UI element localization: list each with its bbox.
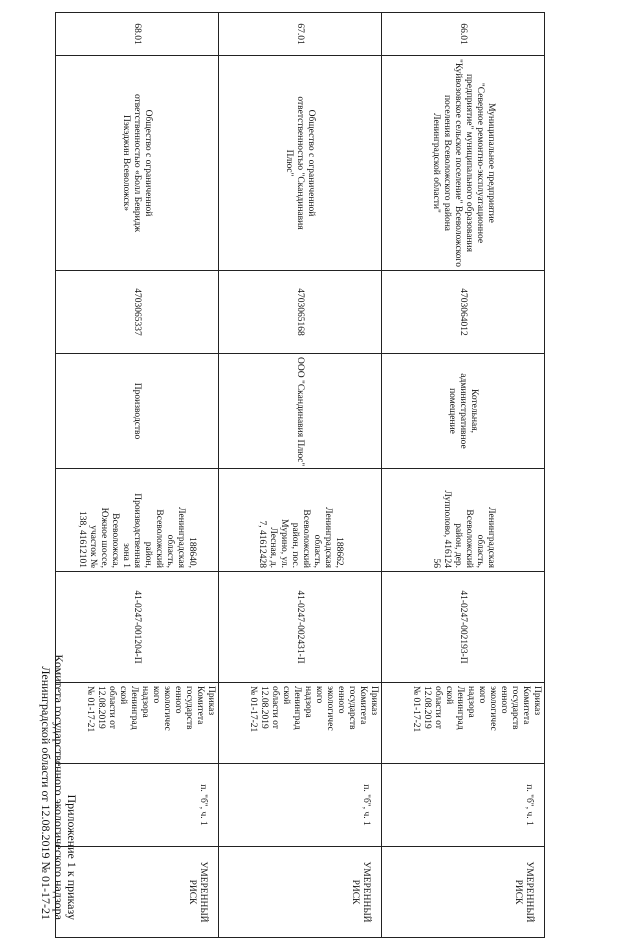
address-line: Производственная	[132, 493, 143, 568]
address-line: участок №	[88, 525, 99, 568]
organization-name-line: ответственностью «Болл Бевридж	[132, 93, 143, 233]
address-line: район,	[143, 541, 154, 568]
object-type-cell	[382, 354, 545, 469]
address-cell	[219, 469, 382, 572]
address-line: 138, 41612101	[77, 511, 88, 568]
order-line: государств	[347, 686, 357, 730]
header-line-2: Комитета государственного экологического надзора	[52, 654, 66, 920]
organization-name-line: "Северное ремонтно-эксплуатационное	[475, 82, 485, 244]
row-number-cell: 66.01	[382, 13, 545, 56]
address-line: Ленинградская	[323, 507, 333, 568]
risk-category-line: УМЕРЕННЫЙ	[361, 861, 371, 923]
order-line: 12.08.2019	[259, 686, 269, 729]
address-line: Южное шоссе,	[99, 507, 110, 568]
order-line: Приказ	[532, 686, 542, 716]
organization-name-line: Общество с ограниченной	[306, 109, 317, 217]
order-line: Ленинград	[292, 686, 302, 730]
order-line: надзора	[303, 686, 313, 718]
order-line: кого	[314, 686, 324, 704]
order-line: кого	[151, 686, 161, 704]
order-line: экологичес	[162, 686, 172, 731]
risk-category-cell	[56, 847, 219, 938]
order-line: области от	[433, 686, 443, 729]
organization-name-line: Общество с ограниченной	[143, 109, 154, 217]
order-line: ской	[444, 686, 454, 705]
object-type-line: Котельная,	[469, 389, 480, 433]
order-line: № 01-17-21	[85, 686, 95, 733]
order-line: области от	[270, 686, 280, 729]
address-line: область,	[312, 534, 322, 568]
address-line: Лупполово, 416124	[442, 490, 452, 568]
clause-cell: п. "б", ч. 1	[382, 764, 545, 847]
order-line: экологичес	[488, 686, 498, 731]
organization-name-line: поселения Всеволожского района	[442, 94, 452, 232]
address-line: район, пос.	[290, 522, 300, 568]
address-cell	[382, 469, 545, 572]
address-line: Мурино, ул.	[279, 519, 289, 568]
address-line: зона 1	[121, 543, 132, 568]
risk-category-line: РИСК	[187, 879, 197, 905]
order-line: Приказ	[206, 686, 216, 716]
order-line: кого	[477, 686, 487, 704]
address-line: Ленинградская	[176, 507, 187, 568]
registry-code-cell: 41-0247-001204-П	[56, 572, 219, 683]
row-number-cell: 67.01	[219, 13, 382, 56]
risk-category-line: УМЕРЕННЫЙ	[198, 861, 208, 923]
order-cell	[382, 683, 545, 764]
table-row	[56, 13, 219, 938]
order-line: Комитета	[358, 686, 368, 725]
address-line: область,	[475, 534, 485, 568]
order-cell	[56, 683, 219, 764]
header-line-1: Приложение 1 к приказу	[65, 794, 79, 920]
organization-name-line: ответственностью "Скандинавия	[295, 96, 306, 230]
risk-category-line: УМЕРЕННЫЙ	[524, 861, 534, 923]
object-type-line: Производство	[132, 382, 143, 440]
order-line: № 01-17-21	[248, 686, 258, 733]
address-line: Лесная, д.	[268, 527, 278, 568]
address-cell	[56, 469, 219, 572]
address-line: Ленинградская	[486, 507, 496, 568]
order-line: Комитета	[521, 686, 531, 725]
risk-category-line: РИСК	[350, 879, 360, 905]
object-type-cell	[56, 354, 219, 469]
order-line: Комитета	[195, 686, 205, 725]
object-type-line: помещение	[447, 388, 458, 434]
organization-name-cell	[219, 56, 382, 271]
address-line: Всеволожска,	[110, 513, 121, 568]
clause-cell: п. "б", ч. 1	[56, 764, 219, 847]
address-line: 188640,	[187, 537, 198, 568]
inn-cell: 4703065337	[56, 271, 219, 354]
registry-code-cell: 41-0247-002193-П	[382, 572, 545, 683]
order-line: надзора	[140, 686, 150, 718]
inn-cell: 4703065168	[219, 271, 382, 354]
order-line: государств	[184, 686, 194, 730]
address-line: 188662,	[334, 537, 344, 568]
registry-code-cell: 41-0247-002431-П	[219, 572, 382, 683]
organization-name-line: Ленинградской области"	[431, 113, 441, 213]
header-line-3: Ленинградской области от 12.08.2019 № 01-17-21	[39, 666, 53, 920]
organization-name-line: Плюс"	[284, 149, 295, 177]
objects-table-body	[56, 13, 545, 938]
order-line: Ленинград	[129, 686, 139, 730]
organization-name-cell	[382, 56, 545, 271]
table-row	[382, 13, 545, 938]
organization-name-line: "Куйвозовское сельское поселение" Всеволожского	[453, 59, 463, 267]
order-line: Ленинград	[455, 686, 465, 730]
object-type-line: ООО "Скандинавия Плюс"	[295, 357, 306, 467]
order-line: ской	[118, 686, 128, 705]
organization-name-line: предприятие" муниципального образования	[464, 73, 474, 253]
order-line: Приказ	[369, 686, 379, 716]
clause-cell: п. "б", ч. 1	[219, 764, 382, 847]
order-line: государств	[510, 686, 520, 730]
order-line: ской	[281, 686, 291, 705]
table-row	[219, 13, 382, 938]
order-line: 12.08.2019	[96, 686, 106, 729]
row-number-cell: 68.01	[56, 13, 219, 56]
organization-name-line: Муниципальное предприятие	[486, 103, 496, 223]
order-line: № 01-17-21	[411, 686, 421, 733]
order-line: надзора	[466, 686, 476, 718]
address-line: область,	[165, 534, 176, 568]
address-line: Всеволожский	[464, 509, 474, 568]
object-type-line: административное	[458, 373, 469, 449]
order-line: енного	[173, 686, 183, 714]
risk-category-cell	[382, 847, 545, 938]
risk-category-line: РИСК	[513, 879, 523, 905]
inn-cell: 4703064012	[382, 271, 545, 354]
objects-table	[55, 12, 545, 938]
address-line: 56	[431, 558, 441, 568]
address-line: 7, 41612428	[257, 520, 267, 568]
organization-name-line: Пэкэджин Всеволожск»	[121, 114, 132, 212]
address-line: район, дер.	[453, 523, 463, 568]
risk-category-cell	[219, 847, 382, 938]
object-type-cell	[219, 354, 382, 469]
organization-name-cell	[56, 56, 219, 271]
order-line: экологичес	[325, 686, 335, 731]
address-line: Всеволожский	[154, 509, 165, 568]
address-line: Всеволожский	[301, 509, 311, 568]
order-cell	[219, 683, 382, 764]
order-line: енного	[336, 686, 346, 714]
order-line: 12.08.2019	[422, 686, 432, 729]
order-line: области от	[107, 686, 117, 729]
order-line: енного	[499, 686, 509, 714]
